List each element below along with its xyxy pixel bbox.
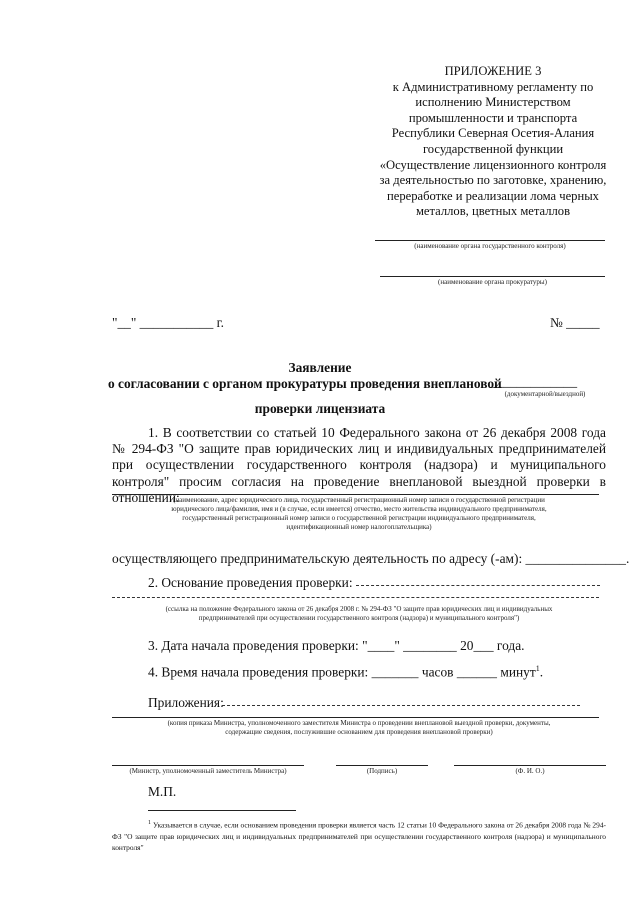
appendix-line: металлов, цветных металлов (415, 204, 571, 219)
item-4-main[interactable]: 4. Время начала проведения проверки: _______ часов ______ минут (148, 664, 536, 680)
number-field[interactable]: № _____ (550, 315, 600, 330)
check-type-caption: (документарной/выездной) (504, 390, 586, 398)
activity-address-text: осуществляющего предпринимательскую деятельность по адресу (-ам): _______________. (112, 551, 630, 566)
appendix-line: к Административному регламенту по (392, 79, 594, 94)
check-type-field[interactable]: _____________ (490, 374, 578, 389)
seal-label: М.П. (148, 784, 177, 799)
footnote-separator (148, 810, 296, 811)
subject-caption-line: идентификационный номер налогоплательщика) (286, 523, 432, 531)
footnote-mark: 1 (148, 820, 151, 826)
prosecutor-line[interactable] (380, 276, 605, 277)
attachments-caption-line: содержащие сведения, послужившие основанием для проведения внеплановой проверки) (225, 728, 493, 736)
attachments-caption (112, 719, 606, 737)
subject-caption-line: (наименование, адрес юридического лица, государственный регистрационный номер записи о государственной регистрации (173, 496, 545, 504)
document-subtitle: о согласовании с органом прокуратуры проведения внеплановой (108, 376, 502, 391)
basis-caption-line: предпринимателей при осуществлении государственного контроля (надзора) и муниципального контроля") (198, 614, 520, 622)
item-2-label: 2. Основание проведения проверки: (148, 575, 353, 590)
official-caption: (Министр, уполномоченный заместитель Министра) (129, 767, 287, 775)
appendix-line: Республики Северная Осетия-Алания (391, 126, 595, 141)
footnote-ref: 1 (535, 664, 540, 673)
control-body-line[interactable] (375, 240, 605, 241)
attachments-field[interactable] (222, 705, 580, 706)
item-1-text: 1. В соответствии со статьей 10 Федерального закона от 26 декабря 2008 года № 294-ФЗ "О защите прав юридических лиц и индивидуальных предпринимателей при осуществлении государственного контроля (надзора) и муниципального контроля" просим согласия на проведение внеплановой выездной проверки в отношении: (112, 425, 606, 505)
item-3-text[interactable]: 3. Дата начала проведения проверки: "____" ________ 20___ года. (148, 638, 525, 653)
date-field[interactable]: "__" ___________ г. (112, 315, 224, 330)
document-subtitle-2: проверки лицензиата (254, 401, 386, 416)
appendix-header (368, 64, 618, 220)
subject-caption-line: юридического лица/фамилия, имя и (в случае, если имеется) отчество, место жительства индивидуального предпринимателя, (171, 505, 547, 513)
item-4-end: . (539, 664, 544, 680)
appendix-line: переработке и реализации лома черных (387, 188, 599, 203)
appendix-line: исполнению Министерством (415, 95, 571, 110)
basis-caption-line: (ссылка на положение Федерального закона от 26 декабря 2008 г. № 294-ФЗ "О защите прав юридических лиц и индивидуальных (165, 605, 553, 613)
appendix-line: ПРИЛОЖЕНИЕ 3 (444, 64, 542, 78)
subject-caption-line: государственный регистрационный номер записи о государственной регистрации индивидуального предпринимателя, (182, 514, 536, 522)
subject-line[interactable] (112, 494, 599, 495)
appendix-line: промышленности и транспорта (408, 110, 578, 125)
signature-caption: (Подпись) (366, 767, 398, 775)
document-title: Заявление (288, 360, 352, 375)
subject-caption (112, 496, 606, 532)
basis-field[interactable] (356, 585, 600, 586)
name-line[interactable] (454, 765, 606, 766)
attachments-label: Приложения: (148, 695, 224, 710)
footnote (112, 818, 606, 854)
footnote-text: Указывается в случае, если основанием проведения проверки является часть 12 статьи 10 Федерального закона от 26 декабря 2008 года № 294-ФЗ "О защите прав юридических лиц и индивидуальных предпринимателей при осуществлении государственного контроля (надзора) и муниципального контроля" (112, 820, 606, 853)
appendix-line: за деятельностью по заготовке, хранению, (379, 173, 607, 188)
official-line[interactable] (112, 765, 304, 766)
appendix-line: «Осуществление лицензионного контроля (379, 157, 607, 172)
attachments-line-2[interactable] (112, 717, 599, 718)
control-body-caption: (наименование органа государственного контроля) (414, 242, 566, 250)
appendix-line: государственной функции (422, 141, 564, 156)
attachments-caption-line: (копия приказа Министра, уполномоченного заместителя Министра о проведении внеплановой выездной проверки, документы, (167, 719, 551, 727)
item-4-text[interactable] (148, 664, 543, 680)
basis-caption (112, 605, 606, 623)
basis-field-continued[interactable] (112, 597, 599, 598)
signature-line[interactable] (336, 765, 428, 766)
name-caption: (Ф. И. О.) (515, 767, 545, 775)
prosecutor-caption: (наименование органа прокуратуры) (438, 278, 547, 286)
